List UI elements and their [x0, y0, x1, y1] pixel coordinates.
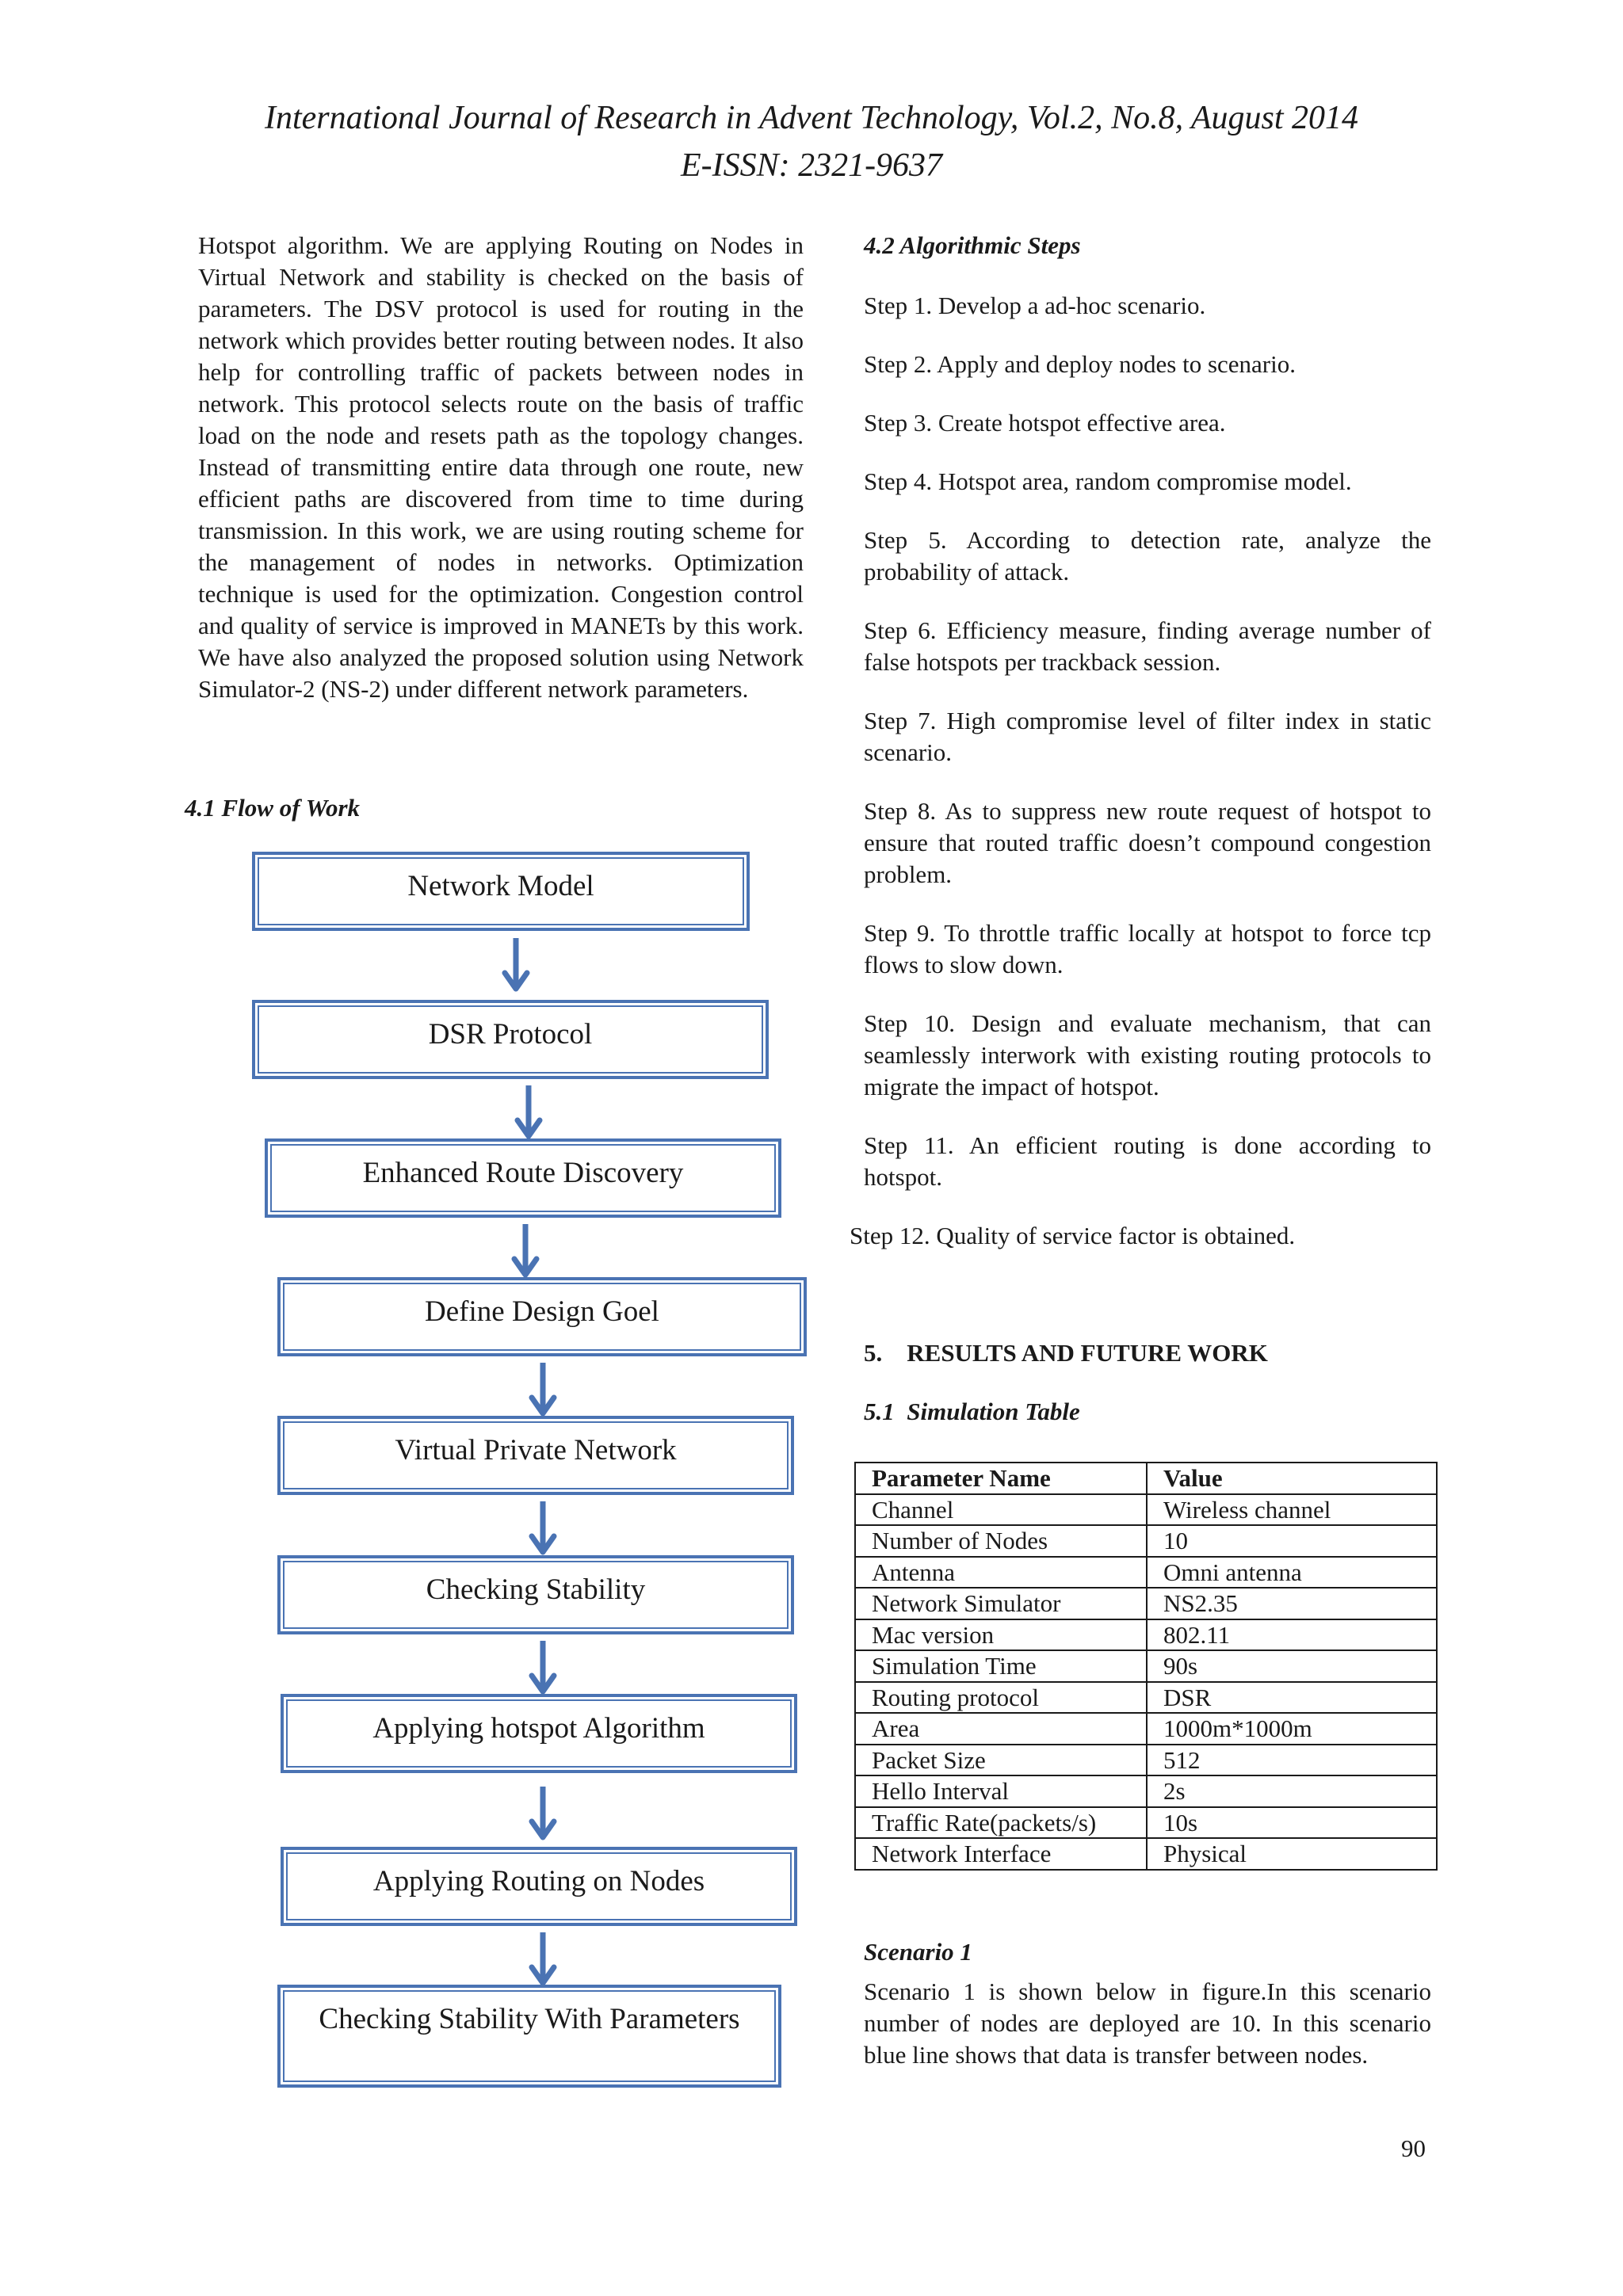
algorithm-step-7: Step 7. High compromise level of filter index in static scenario.	[864, 707, 1431, 766]
table-row	[855, 1775, 1437, 1807]
algorithm-step-10: Step 10. Design and evaluate mechanism, that can seamlessly interwork with existing routing protocols to migrate the impact of hotspot.	[864, 1009, 1431, 1100]
flow-arrow-4	[527, 1363, 559, 1420]
table-row	[855, 1619, 1437, 1651]
table-cell: NS2.35	[1147, 1588, 1437, 1619]
table-row	[855, 1682, 1437, 1714]
table-cell: Wireless channel	[1147, 1494, 1437, 1526]
algorithm-step-2: Step 2. Apply and deploy nodes to scenario.	[864, 350, 1296, 378]
flow-box-network-model: Network Model	[252, 852, 750, 931]
flow-box-hotspot-algorithm: Applying hotspot Algorithm	[281, 1694, 797, 1773]
table-cell: Routing protocol	[855, 1682, 1147, 1714]
flow-box-stability-parameters: Checking Stability With Parameters	[277, 1985, 781, 2088]
algorithm-step-8: Step 8. As to suppress new route request of hotspot to ensure that routed traffic doesn’t compound congestion problem.	[864, 797, 1431, 888]
flow-box-route-discovery: Enhanced Route Discovery	[265, 1138, 781, 1218]
algorithm-step-11: Step 11. An efficient routing is done according to hotspot.	[864, 1131, 1431, 1191]
flow-arrow-7	[527, 1787, 559, 1844]
table-cell: DSR	[1147, 1682, 1437, 1714]
table-cell: 512	[1147, 1745, 1437, 1776]
algorithm-step-5: Step 5. According to detection rate, analyze the probability of attack.	[864, 526, 1431, 585]
algorithm-step-3: Step 3. Create hotspot effective area.	[864, 409, 1226, 437]
table-cell: Omni antenna	[1147, 1557, 1437, 1589]
table-row	[855, 1525, 1437, 1557]
results-section-title: 5. RESULTS AND FUTURE WORK	[864, 1339, 1268, 1367]
table-cell: 1000m*1000m	[1147, 1713, 1437, 1745]
table-header: Parameter Name	[855, 1463, 1147, 1494]
table-cell: Mac version	[855, 1619, 1147, 1651]
algorithm-step-4: Step 4. Hotspot area, random compromise model.	[864, 467, 1352, 495]
table-header: Value	[1147, 1463, 1437, 1494]
flow-arrow-3	[510, 1224, 541, 1281]
table-row	[855, 1745, 1437, 1776]
flow-box-design-goal: Define Design Goel	[277, 1277, 807, 1356]
table-cell: Traffic Rate(packets/s)	[855, 1807, 1147, 1839]
journal-issn: E-ISSN: 2321-9637	[680, 147, 943, 184]
flow-box-dsr-protocol: DSR Protocol	[252, 1000, 769, 1079]
flow-arrow-2	[513, 1085, 544, 1142]
table-cell: 10	[1147, 1525, 1437, 1557]
flow-box-checking-stability: Checking Stability	[277, 1555, 794, 1634]
simulation-table	[854, 1462, 1438, 1871]
table-row	[855, 1494, 1437, 1526]
table-cell: Number of Nodes	[855, 1525, 1147, 1557]
flow-box-routing-on-nodes: Applying Routing on Nodes	[281, 1847, 797, 1926]
flow-arrow-1	[500, 938, 532, 995]
page-number: 90	[1401, 2134, 1426, 2162]
table-row	[855, 1588, 1437, 1619]
table-row	[855, 1650, 1437, 1682]
table-row	[855, 1838, 1437, 1870]
table-cell: 2s	[1147, 1775, 1437, 1807]
scenario-title: Scenario 1	[864, 1938, 972, 1966]
table-cell: Network Simulator	[855, 1588, 1147, 1619]
table-cell: Physical	[1147, 1838, 1437, 1870]
table-cell: Antenna	[855, 1557, 1147, 1589]
table-cell: 10s	[1147, 1807, 1437, 1839]
journal-header: International Journal of Research in Advent Technology, Vol.2, No.8, August 2014	[264, 100, 1359, 136]
flow-arrow-8	[527, 1932, 559, 1989]
table-row	[855, 1807, 1437, 1839]
table-cell: 802.11	[1147, 1619, 1437, 1651]
algorithm-step-6: Step 6. Efficiency measure, finding average number of false hotspots per trackback session.	[864, 616, 1431, 676]
flow-box-vpn: Virtual Private Network	[277, 1416, 794, 1495]
simulation-table-title: 5.1 Simulation Table	[864, 1398, 1080, 1425]
table-cell: 90s	[1147, 1650, 1437, 1682]
table-row	[855, 1713, 1437, 1745]
table-cell: Area	[855, 1713, 1147, 1745]
table-row	[855, 1557, 1437, 1589]
flow-section-title: 4.1 Flow of Work	[185, 794, 361, 822]
table-cell: Packet Size	[855, 1745, 1147, 1776]
algorithm-step-1: Step 1. Develop a ad-hoc scenario.	[864, 292, 1206, 319]
table-header-row	[855, 1463, 1437, 1494]
flow-arrow-5	[527, 1501, 559, 1558]
intro-paragraph: Hotspot algorithm. We are applying Routing on Nodes in Virtual Network and stability is checked on the basis of parameters. The DSV protocol is used for routing in the network which provides better routing between nodes. It also help for controlling traffic of packets between nodes in network. This protocol selects route on the basis of traffic load on the node and resets path as the topology changes. Instead of transmitting entire data through one route, new efficient paths are discovered from time to time during transmission. In this work, we are using routing scheme for the management of nodes in networks. Optimization technique is used for the optimization. Congestion control and quality of service is improved in MANETs by this work. We have also analyzed the proposed solution using Network Simulator-2 (NS-2) under different network parameters.	[198, 231, 804, 703]
table-cell: Hello Interval	[855, 1775, 1147, 1807]
steps-section-title: 4.2 Algorithmic Steps	[864, 231, 1081, 259]
algorithm-step-9: Step 9. To throttle traffic locally at hotspot to force tcp flows to slow down.	[864, 919, 1431, 978]
table-cell: Channel	[855, 1494, 1147, 1526]
table-cell: Network Interface	[855, 1838, 1147, 1870]
table-cell: Simulation Time	[855, 1650, 1147, 1682]
algorithm-step-12: Step 12. Quality of service factor is obtained.	[850, 1222, 1296, 1249]
flow-arrow-6	[527, 1641, 559, 1698]
scenario-paragraph: Scenario 1 is shown below in figure.In this scenario number of nodes are deployed are 10. In this scenario blue line shows that data is transfer between nodes.	[864, 1978, 1431, 2069]
